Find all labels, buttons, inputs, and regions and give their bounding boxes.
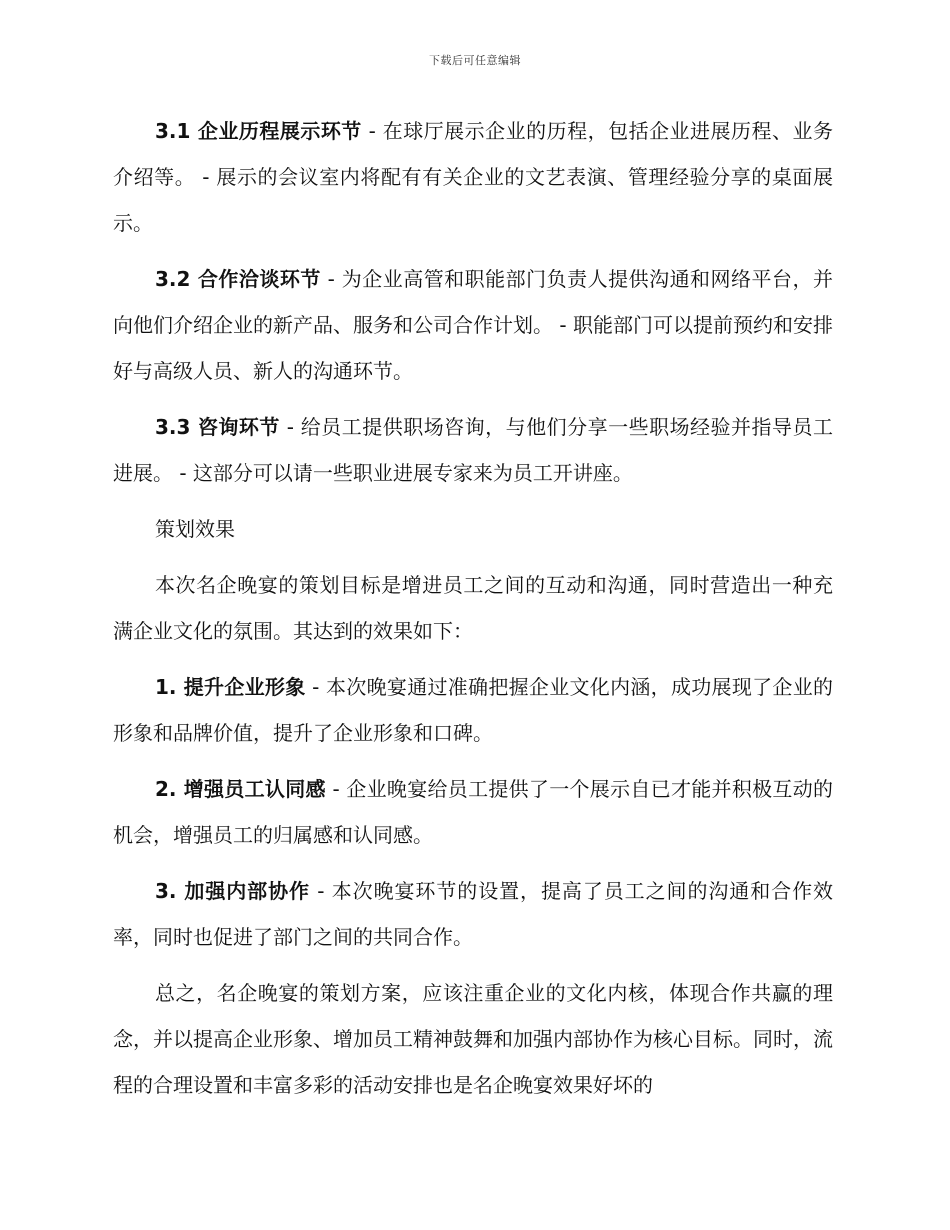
- document-body: [113, 108, 833, 1118]
- paragraph-text: 本次名企晚宴的策划目标是增进员工之间的互动和沟通，同时营造出一种充满企业文化的氛围。其达到的效果如下：: [113, 573, 833, 643]
- paragraph-text: - 企业晚宴给员工提供了一个展示自已才能并积极互动的机会，增强员工的归属感和认同感。: [113, 777, 833, 847]
- paragraph-3-3: [113, 404, 833, 496]
- paragraph-text: - 为企业高管和职能部门负责人提供沟通和网络平台，并向他们介绍企业的新产品、服务和公司合作计划。 - 职能部门可以提前预约和安排好与高级人员、新人的沟通环节。: [113, 267, 833, 383]
- paragraph-text: - 本次晚宴通过准确把握企业文化内涵，成功展现了企业的形象和品牌价值，提升了企业形象和口碑。: [113, 675, 833, 745]
- paragraph-effect-2: [113, 766, 833, 858]
- paragraph-heading: 3.3 咨询环节: [155, 415, 280, 439]
- paragraph-3-1: [113, 108, 833, 246]
- section-heading-text: 策划效果: [155, 517, 235, 541]
- paragraph-heading: 2. 增强员工认同感: [155, 777, 326, 801]
- paragraph-text: - 给员工提供职场咨询，与他们分享一些职场经验并指导员工进展。 - 这部分可以请一些职业进展专家来为员工开讲座。: [113, 415, 833, 485]
- paragraph-effect-1: [113, 664, 833, 756]
- paragraph-conclusion: [113, 970, 833, 1108]
- page-header: 下载后可任意编辑: [429, 54, 521, 67]
- section-heading-effects: [113, 506, 833, 552]
- paragraph-text: - 在球厅展示企业的历程，包括企业进展历程、业务介绍等。 - 展示的会议室内将配有有关企业的文艺表演、管理经验分享的桌面展示。: [113, 119, 833, 235]
- paragraph-effect-3: [113, 868, 833, 960]
- paragraph-heading: 3. 加强内部协作: [155, 879, 310, 903]
- paragraph-text: - 本次晚宴环节的设置，提高了员工之间的沟通和合作效率，同时也促进了部门之间的共同合作。: [113, 879, 833, 949]
- paragraph-3-2: [113, 256, 833, 394]
- paragraph-heading: 1. 提升企业形象: [155, 675, 306, 699]
- paragraph-intro-effects: [113, 562, 833, 654]
- paragraph-heading: 3.1 企业历程展示环节: [155, 119, 362, 143]
- paragraph-heading: 3.2 合作洽谈环节: [155, 267, 321, 291]
- paragraph-text: 总之，名企晚宴的策划方案，应该注重企业的文化内核，体现合作共赢的理念，并以提高企业形象、增加员工精神鼓舞和加强内部协作为核心目标。同时，流程的合理设置和丰富多彩的活动安排也是名企晚宴效果好坏的: [113, 981, 833, 1097]
